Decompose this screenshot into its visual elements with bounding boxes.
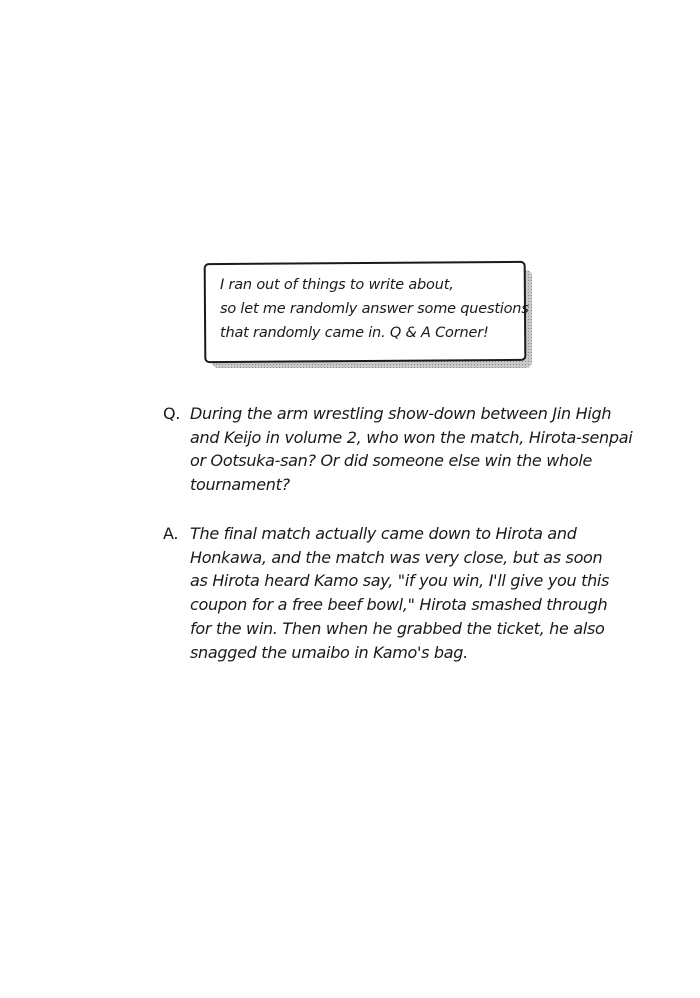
question-line: or Ootsuka-san? Or did someone else win the whole xyxy=(190,451,593,471)
note-text xyxy=(220,273,529,345)
question-block xyxy=(163,402,633,497)
note-line: that randomly came in. Q & A Corner! xyxy=(220,325,489,341)
question-marker: Q. xyxy=(163,404,181,423)
answer-block xyxy=(163,522,610,664)
answer-line: The final match actually came down to Hirota and xyxy=(190,524,577,543)
question-line: tournament? xyxy=(190,475,290,495)
note-line: so let me randomly answer some questions xyxy=(220,301,529,317)
answer-line: Honkawa, and the match was very close, but as soon xyxy=(190,547,603,567)
question-text xyxy=(190,402,633,497)
answer-line: as Hirota heard Kamo say, "if you win, I'll give you this xyxy=(190,571,610,591)
answer-marker: A. xyxy=(163,524,179,543)
answer-text xyxy=(190,522,610,664)
question-line: During the arm wrestling show-down between Jin High xyxy=(190,404,612,423)
answer-line: for the win. Then when he grabbed the ticket, he also xyxy=(190,618,605,638)
note-line: I ran out of things to write about, xyxy=(220,277,454,293)
note-box xyxy=(204,262,529,362)
answer-line: snagged the umaibo in Kamo's bag. xyxy=(190,642,468,662)
question-line: and Keijo in volume 2, who won the match, Hirota-senpai xyxy=(190,427,633,447)
answer-line: coupon for a free beef bowl," Hirota smashed through xyxy=(190,595,608,615)
